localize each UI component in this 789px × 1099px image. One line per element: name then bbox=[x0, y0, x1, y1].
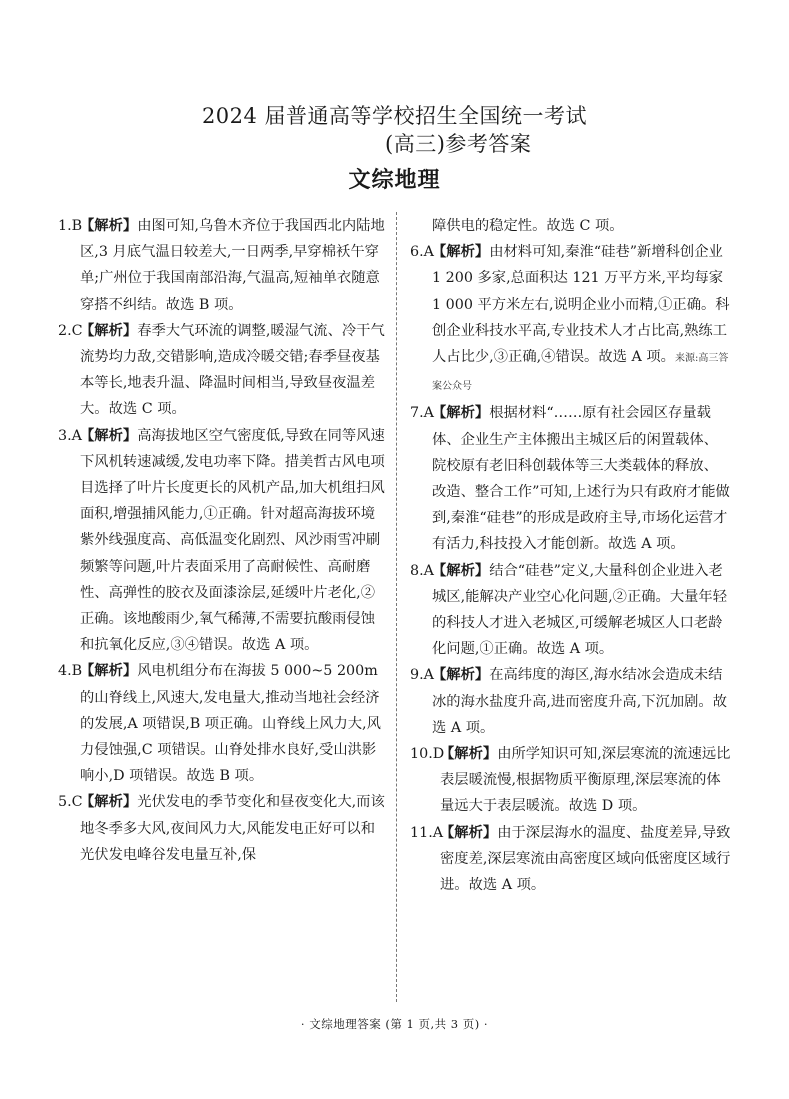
answer-item bbox=[410, 558, 732, 663]
answer-item bbox=[410, 741, 732, 820]
answer-number: 8.A bbox=[410, 562, 434, 579]
analysis-label: 【解析】 bbox=[432, 405, 490, 422]
answer-item bbox=[58, 318, 388, 423]
answer-item bbox=[58, 789, 388, 868]
answer-text: 根据材料“……原有社会园区存量载体、企业生产主体搬出主城区后的闲置载体、院校原有老旧科创载体等三大类载体的释放、改造、整合工作”可知,上述行为只有政府才能做到,秦淮“硅巷”的形成是政府主导,市场化运营才有活力,科技投入才能创新。故选 A 项。 bbox=[432, 405, 730, 553]
answer-number: 9.A bbox=[410, 667, 434, 684]
analysis-label: 【解析】 bbox=[80, 794, 138, 811]
answer-text: 由于深层海水的温度、盐度差异,导致密度差,深层寒流由高密度区域向低密度区域行进。故选 A 项。 bbox=[440, 824, 731, 894]
answer-text: 在高纬度的海区,海水结冰会造成未结冰的海水盐度升高,进而密度升高,下沉加剧。故选 A 项。 bbox=[432, 667, 728, 736]
answer-text: 风电机组分布在海拔 5 000~5 200m 的山脊线上,风速大,发电量大,推动当地社会经济的发展,A 项错误,B 项正确。山脊线上风力大,风力侵蚀强,C 项错误。山脊处排水良好,受山洪影响小,D 项错误。故选 B 项。 bbox=[80, 663, 381, 785]
answer-number: 10.D bbox=[410, 746, 445, 763]
answer-item bbox=[58, 423, 388, 659]
answer-item bbox=[410, 820, 732, 899]
analysis-label: 【解析】 bbox=[432, 667, 490, 684]
column-divider bbox=[396, 212, 397, 1002]
right-column bbox=[410, 213, 732, 898]
answer-text: 由图可知,乌鲁木齐位于我国西北内陆地区,3 月底气温日较差大,一日两季,早穿棉袄午穿单;广州位于我国南部沿海,气温高,短袖单衣随意穿搭不纠结。故选 B 项。 bbox=[80, 218, 385, 313]
answer-number: 5.C bbox=[58, 794, 83, 811]
answer-continuation bbox=[410, 213, 732, 239]
exam-subtitle: (高三)参考答案 bbox=[385, 132, 532, 156]
page-footer: · 文综地理答案 (第 1 页,共 3 页) · bbox=[300, 1017, 489, 1031]
analysis-label: 【解析】 bbox=[80, 663, 138, 680]
source-watermark: 来源:高三答案公众号 bbox=[432, 353, 729, 393]
answer-item bbox=[58, 658, 388, 789]
answer-number: 6.A bbox=[410, 244, 434, 261]
answer-number: 1.B bbox=[58, 218, 83, 234]
subject-heading: 文综地理 bbox=[348, 168, 441, 193]
answer-item bbox=[58, 213, 388, 318]
answer-text: 结合“硅巷”定义,大量科创企业进入老城区,能解决产业空心化问题,②正确。大量年轻的科技人才进入老城区,可缓解老城区人口老龄化问题,①正确。故选 A 项。 bbox=[432, 562, 728, 658]
left-column bbox=[58, 213, 388, 868]
answer-text: 春季大气环流的调整,暖湿气流、冷干气流势均力敌,交错影响,造成冷暖交错;春季昼夜基本等长,地表升温、降温时间相当,导致昼夜温差大。故选 C 项。 bbox=[80, 322, 385, 418]
answer-number: 7.A bbox=[410, 405, 434, 422]
analysis-label: 【解析】 bbox=[432, 244, 490, 261]
answer-item bbox=[410, 662, 732, 741]
exam-title: 2024 届普通高等学校招生全国统一考试 bbox=[201, 104, 588, 128]
answer-text: 障供电的稳定性。故选 C 项。 bbox=[432, 218, 624, 234]
analysis-label: 【解析】 bbox=[80, 218, 138, 234]
analysis-label: 【解析】 bbox=[440, 824, 498, 841]
analysis-label: 【解析】 bbox=[432, 562, 490, 579]
answer-text: 高海拔地区空气密度低,导致在同等风速下风机转速减缓,发电功率下降。措美哲古风电项目选择了叶片长度更长的风机产品,加大机组扫风面积,增强捕风能力,①正确。针对超高海拔环境紫外线强度高、高低温变化剧烈、风沙雨雪冲刷频繁等问题,叶片表面采用了高耐候性、高耐磨性、高弹性的胶衣及面漆涂层,延缓叶片老化,②正确。该地酸雨少,氧气稀薄,不需要抗酸雨侵蚀和抗氧化反应,③④错误。故选 A 项。 bbox=[80, 427, 385, 654]
answer-text: 由材料可知,秦淮“硅巷”新增科创企业 1 200 多家,总面积达 121 万平方米,平均每家 1 000 平方米左右,说明企业小而精,①正确。科创企业科技水平高,专业技术人才占比高,熟练工人占比少,③正确,④错误。故选 A 项。 bbox=[432, 244, 730, 366]
answer-number: 11.A bbox=[410, 824, 444, 841]
answer-number: 4.B bbox=[58, 663, 83, 680]
answer-item bbox=[410, 400, 732, 557]
answer-text: 光伏发电的季节变化和昼夜变化大,而该地冬季多大风,夜间风力大,风能发电正好可以和光伏发电峰谷发电量互补,保 bbox=[80, 794, 385, 863]
answer-item bbox=[410, 239, 732, 400]
answer-text: 由所学知识可知,深层寒流的流速远比表层暖流慢,根据物质平衡原理,深层寒流的体量远大于表层暖流。故选 D 项。 bbox=[440, 746, 731, 815]
analysis-label: 【解析】 bbox=[440, 746, 498, 763]
answer-number: 3.A bbox=[58, 427, 82, 444]
answer-number: 2.C bbox=[58, 322, 83, 339]
analysis-label: 【解析】 bbox=[80, 427, 138, 444]
analysis-label: 【解析】 bbox=[80, 322, 138, 339]
